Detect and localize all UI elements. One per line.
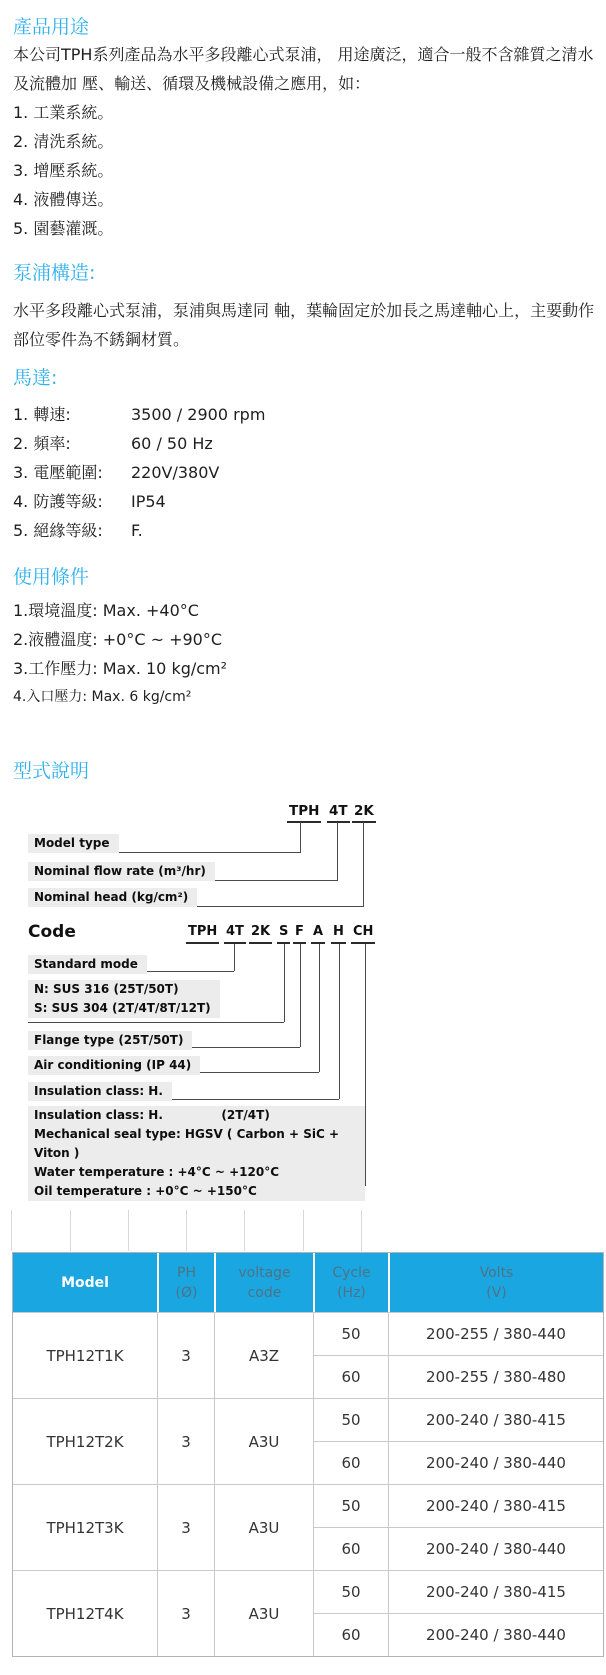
list-item: 4.入口壓力: Max. 6 kg/cm² — [13, 689, 192, 705]
label-line: Standard mode — [34, 957, 138, 971]
connector-line — [365, 944, 366, 1186]
spec-value: 60 / 50 Hz — [131, 434, 213, 453]
diagram-label — [28, 1106, 365, 1201]
cell-cycle: 50 — [313, 1398, 388, 1441]
usage-paragraph: 本公司TPH系列產品為水平多段離心式泵浦， 用途廣泛，適合一般不含雜質之清水及流體加 壓、輸送、循環及機械設備之應用，如： — [13, 45, 594, 93]
label-line: Flange type (25T/50T) — [34, 1033, 184, 1047]
code-token: TPH — [287, 802, 321, 823]
gridline — [244, 1210, 245, 1251]
cell-volts: 200-255 / 380-480 — [388, 1355, 603, 1398]
code-token: 2K — [352, 802, 376, 823]
code-token: TPH — [186, 923, 219, 944]
cell-cycle: 60 — [313, 1355, 388, 1398]
spec-label: 4. 防護等級: — [13, 492, 103, 511]
gridline — [186, 1210, 187, 1251]
code-token: H — [331, 923, 346, 944]
table-row — [13, 1570, 603, 1613]
connector-line — [284, 944, 285, 1022]
connector-line — [319, 944, 320, 1072]
cell-voltage-code: A3U — [214, 1570, 313, 1656]
spec-row — [13, 429, 598, 458]
diagram-label: Model type — [28, 834, 119, 853]
table-header-row — [13, 1253, 603, 1312]
gridline — [361, 1210, 362, 1251]
gridline — [128, 1210, 129, 1251]
section-heading-structure: 泵浦構造: — [13, 262, 96, 284]
column-header-volts — [388, 1253, 603, 1312]
spec-table-wrapper — [12, 1252, 604, 1657]
diagram-label — [28, 1031, 192, 1050]
connector-line — [300, 944, 301, 1047]
diagram-label — [28, 955, 147, 974]
section-heading-model-code: 型式說明 — [13, 760, 90, 782]
connector-line — [234, 944, 235, 971]
structure-paragraph: 水平多段離心式泵浦，泵浦與馬達同 軸，葉輪固定於加長之馬達軸心上，主要動作 部位零件為不銹鋼材質。 — [13, 301, 595, 349]
header-line: (Hz) — [337, 1284, 366, 1301]
label-line: S: SUS 304 (2T/4T/8T/12T) — [34, 1001, 211, 1015]
cell-volts: 200-240 / 380-440 — [388, 1527, 603, 1570]
diagram-label-row — [28, 886, 364, 907]
header-line: (V) — [486, 1284, 507, 1301]
label-line: Air conditioning (IP 44) — [34, 1058, 192, 1072]
header-line: code — [247, 1284, 282, 1301]
label-line: Insulation class: H. (2T/4T) — [34, 1108, 270, 1122]
spec-label: 3. 電壓範圍: — [13, 463, 103, 482]
usage-list — [13, 98, 598, 243]
section-heading-motor: 馬達: — [13, 367, 58, 389]
cell-ph: 3 — [157, 1570, 214, 1656]
gridline — [70, 1210, 71, 1251]
diagram-label-row — [28, 1029, 300, 1048]
list-item: 2. 清洗系統。 — [13, 132, 114, 151]
diagram-label-row — [28, 1106, 365, 1198]
cell-volts: 200-240 / 380-415 — [388, 1570, 603, 1613]
motor-spec-list — [13, 400, 598, 545]
cell-voltage-code: A3U — [214, 1398, 313, 1484]
column-header-cycle — [313, 1253, 388, 1312]
spec-value: F. — [131, 521, 143, 540]
diagram-label — [28, 1056, 200, 1075]
label-line: Oil temperature : +0°C ~ +150°C — [34, 1184, 257, 1198]
code-diagram-title: Code — [28, 922, 76, 942]
cell-volts: 200-255 / 380-440 — [388, 1312, 603, 1355]
cell-model: TPH12T2K — [13, 1398, 157, 1484]
cell-volts: 200-240 / 380-440 — [388, 1613, 603, 1656]
diagram-label-row — [28, 860, 338, 881]
label-line: Water temperature : +4°C ~ +120°C — [34, 1165, 280, 1179]
list-item: 1. 工業系統。 — [13, 103, 114, 122]
cell-ph: 3 — [157, 1312, 214, 1398]
spec-table — [13, 1253, 603, 1656]
diagram-label: Nominal flow rate (m³/hr) — [28, 862, 215, 881]
column-header-model: Model — [13, 1253, 157, 1312]
table-row — [13, 1484, 603, 1527]
cell-volts: 200-240 / 380-440 — [388, 1441, 603, 1484]
cell-cycle: 50 — [313, 1312, 388, 1355]
code-token: A — [311, 923, 325, 944]
code-diagram — [0, 920, 606, 1198]
header-line: voltage — [238, 1264, 291, 1281]
cell-cycle: 60 — [313, 1613, 388, 1656]
list-item: 3. 增壓系統。 — [13, 161, 114, 180]
cell-volts: 200-240 / 380-415 — [388, 1398, 603, 1441]
list-item: 4. 液體傳送。 — [13, 190, 114, 209]
label-line: Mechanical seal type: HGSV ( Carbon + SiC + Viton ) — [34, 1127, 344, 1160]
diagram-label-row — [28, 1080, 339, 1100]
diagram-label-row — [28, 980, 284, 1023]
table-row — [13, 1398, 603, 1441]
spec-label: 1. 轉速: — [13, 405, 71, 424]
list-item: 1.環境溫度: Max. +40°C — [13, 601, 199, 620]
diagram-label-row — [28, 953, 234, 972]
section-heading-conditions: 使用條件 — [13, 566, 90, 588]
section-heading-usage: 產品用途 — [13, 16, 90, 38]
spec-row — [13, 516, 598, 545]
spec-row — [13, 400, 598, 429]
list-item: 2.液體溫度: +0°C ~ +90°C — [13, 630, 223, 649]
cell-cycle: 60 — [313, 1441, 388, 1484]
diagram-label: Nominal head (kg/cm²) — [28, 888, 197, 907]
label-line: N: SUS 316 (25T/50T) — [34, 982, 179, 996]
cell-cycle: 50 — [313, 1484, 388, 1527]
spec-row — [13, 458, 598, 487]
spec-label: 5. 絕緣等級: — [13, 521, 103, 540]
connector-line — [339, 944, 340, 1099]
cell-voltage-code: A3U — [214, 1484, 313, 1570]
gridline — [303, 1210, 304, 1251]
cell-cycle: 50 — [313, 1570, 388, 1613]
table-row — [13, 1312, 603, 1355]
spec-label: 2. 頻率: — [13, 434, 71, 453]
header-line: Cycle — [332, 1264, 371, 1281]
spec-row — [13, 487, 598, 516]
gridline — [11, 1210, 12, 1251]
spec-value: IP54 — [131, 492, 166, 511]
spec-value: 3500 / 2900 rpm — [131, 405, 266, 424]
spec-value: 220V/380V — [131, 463, 220, 482]
code-token: CH — [351, 923, 375, 944]
cell-ph: 3 — [157, 1398, 214, 1484]
conditions-list — [13, 596, 598, 712]
cell-voltage-code: A3Z — [214, 1312, 313, 1398]
cell-cycle: 60 — [313, 1527, 388, 1570]
cell-ph: 3 — [157, 1484, 214, 1570]
diagram-label — [28, 1082, 172, 1101]
code-token: 4T — [327, 802, 350, 823]
cell-model: TPH12T1K — [13, 1312, 157, 1398]
label-line: Insulation class: H. — [34, 1084, 163, 1098]
column-header-voltage-code — [214, 1253, 313, 1312]
cell-volts: 200-240 / 380-415 — [388, 1484, 603, 1527]
code-token: 4T — [224, 923, 246, 944]
code-token: 2K — [249, 923, 272, 944]
model-code-diagram — [0, 800, 606, 915]
code-token: F — [293, 923, 306, 944]
list-item: 5. 園藝灌溉。 — [13, 219, 114, 238]
diagram-label — [28, 980, 220, 1018]
table-spacer-gridlines — [0, 1210, 606, 1251]
diagram-label-row — [28, 832, 301, 853]
column-header-ph — [157, 1253, 214, 1312]
code-token: S — [277, 923, 290, 944]
cell-model: TPH12T3K — [13, 1484, 157, 1570]
header-line: Volts — [479, 1264, 514, 1281]
cell-model: TPH12T4K — [13, 1570, 157, 1656]
diagram-label-row — [28, 1054, 319, 1073]
list-item: 3.工作壓力: Max. 10 kg/cm² — [13, 659, 228, 678]
header-line: (Ø) — [175, 1284, 198, 1301]
header-line: PH — [177, 1264, 196, 1281]
